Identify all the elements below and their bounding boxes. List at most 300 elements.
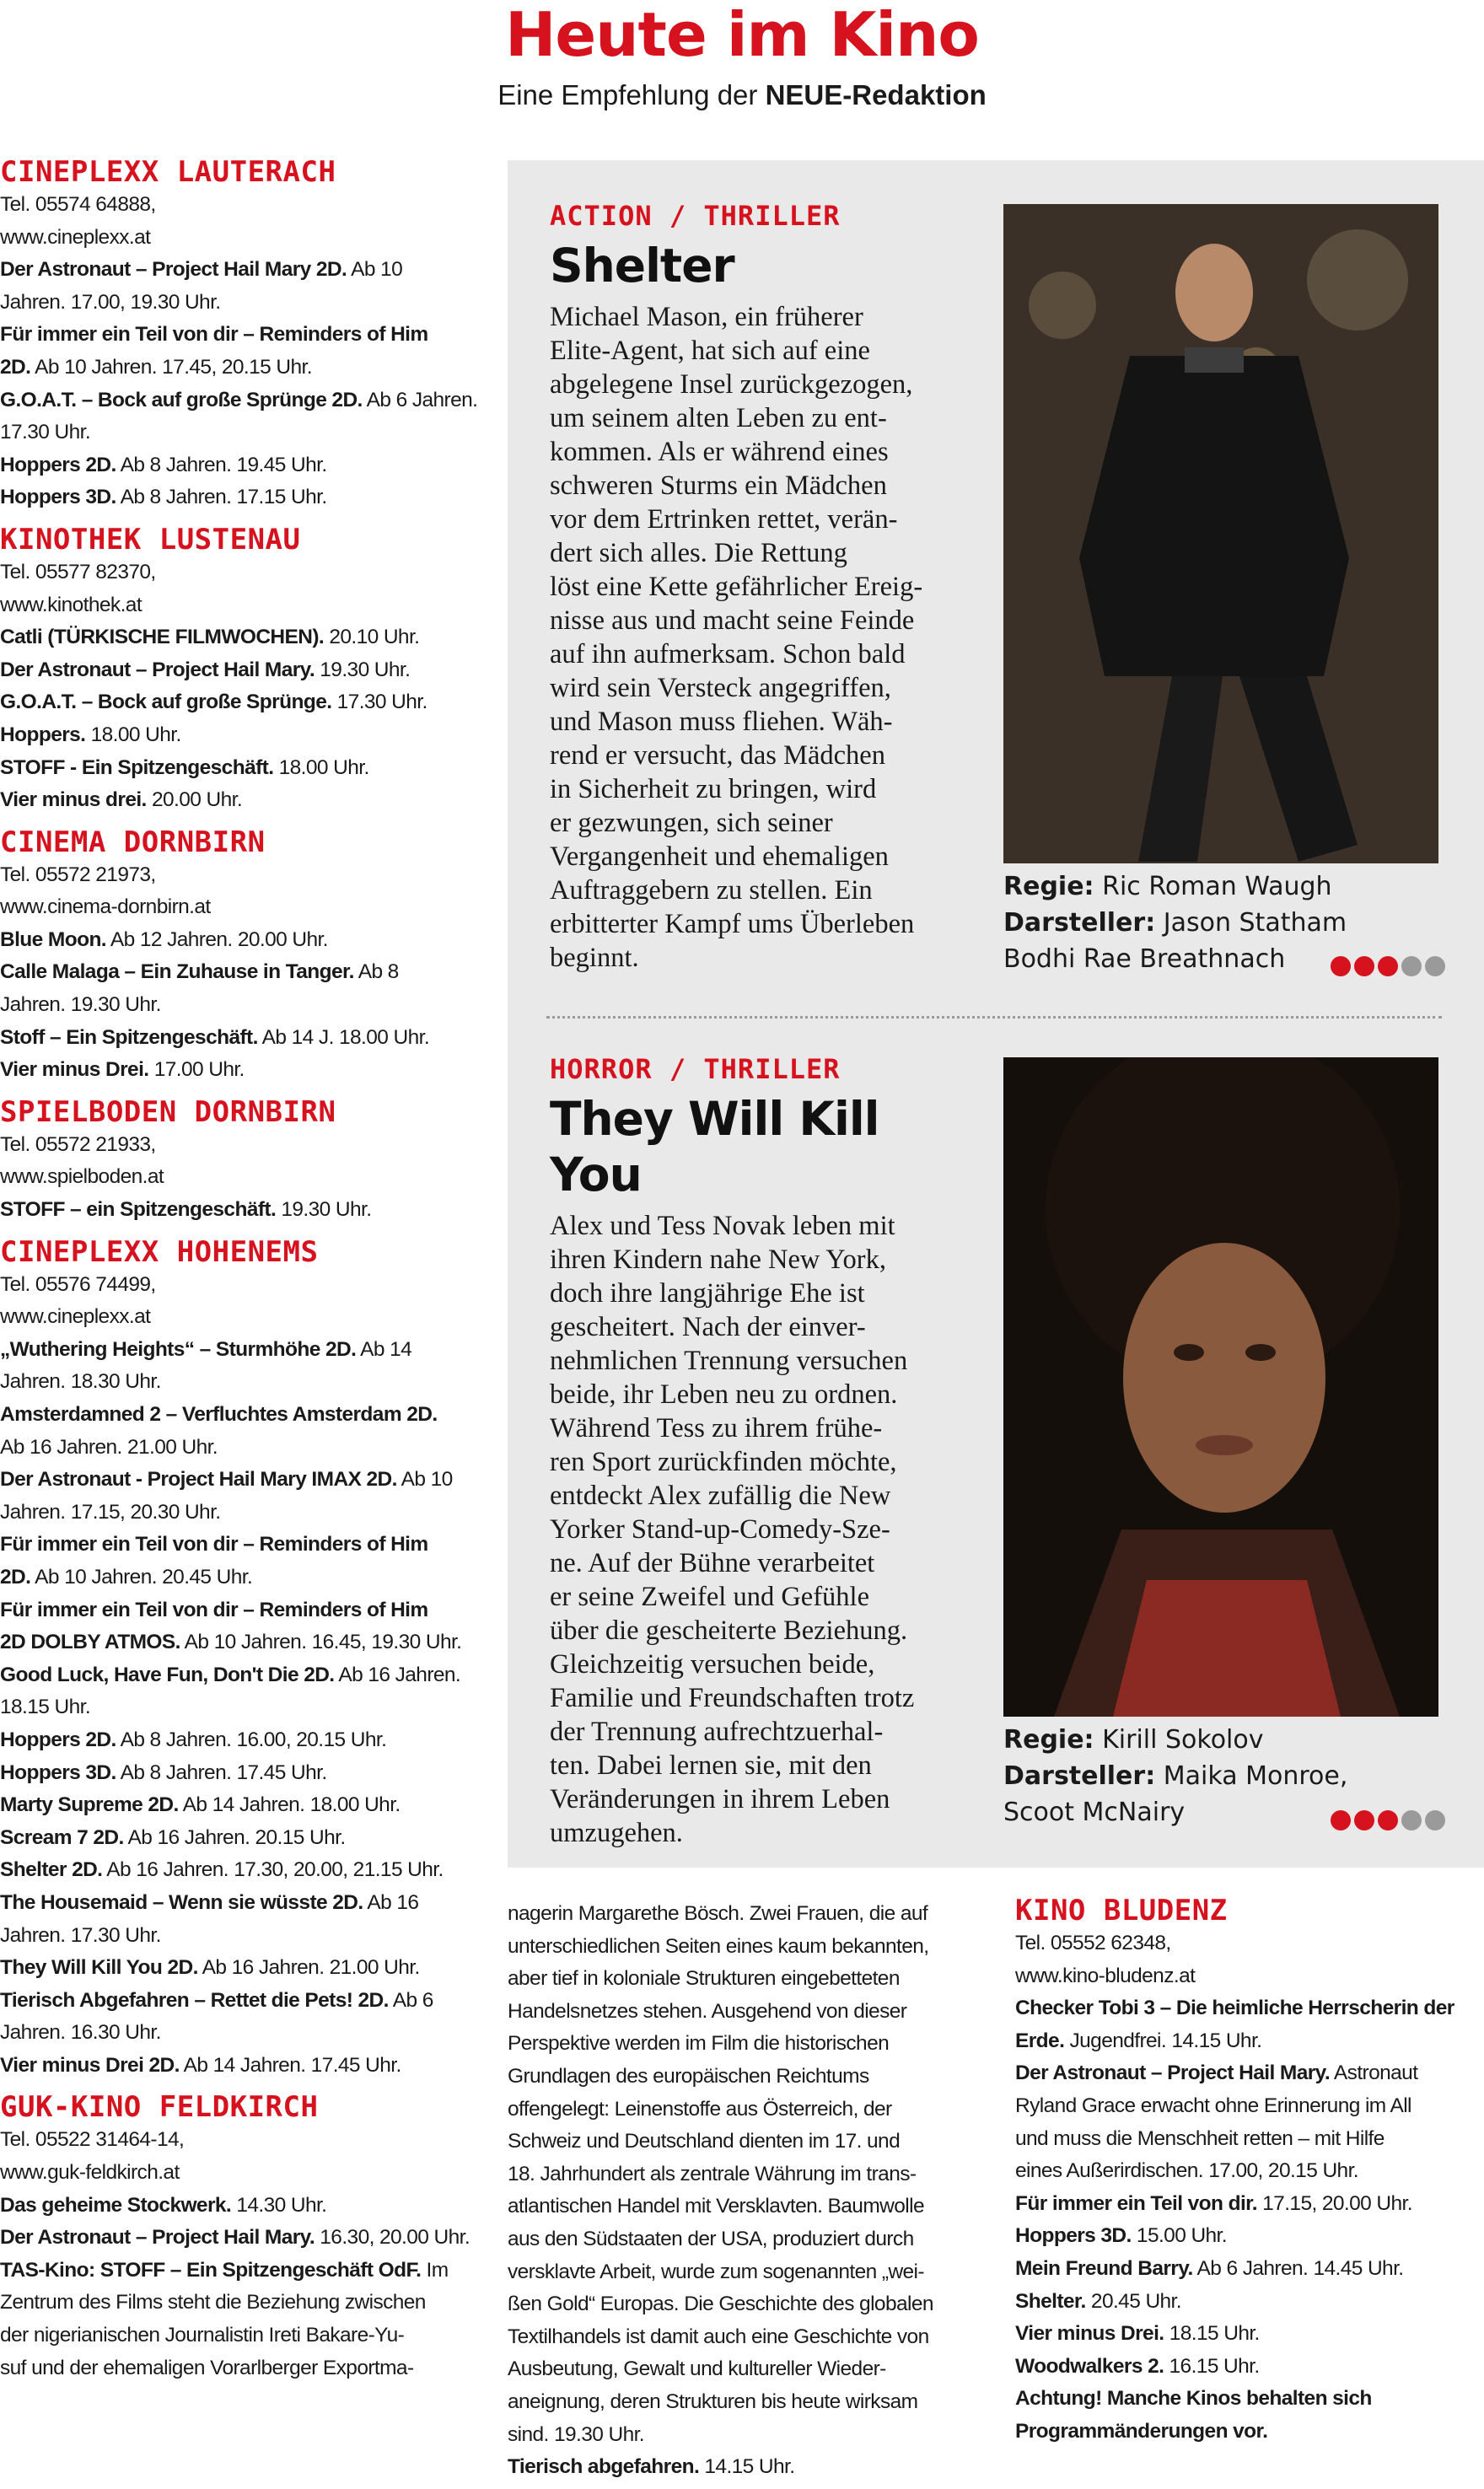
running-man-image [1003, 204, 1438, 863]
listing-text: www.cineplexx.at [0, 1305, 151, 1329]
film-name: STOFF - Ein Spitzengeschäft. [0, 755, 274, 779]
cinema-block [0, 2090, 497, 2384]
description-line: kommen. Als er während eines [550, 437, 889, 467]
listing-line [1015, 2286, 1484, 2319]
listing-line [0, 891, 497, 924]
description-line: nisse aus und macht seine Feinde [550, 605, 915, 636]
listing-line [0, 1269, 497, 1302]
listing-line [508, 2094, 980, 2126]
listing-line [0, 1626, 497, 1659]
listing-line [0, 1659, 497, 1692]
film-name: G.O.A.T. – Bock auf große Sprünge. [0, 691, 332, 714]
listing-line [0, 956, 497, 989]
listing-text: der nigerianischen Journalistin Ireti Bakare-Yu- [0, 2324, 405, 2347]
description-line: ren Sport zurückfinden möchte, [550, 1447, 897, 1477]
listing-line [508, 2158, 980, 2191]
listing-line [0, 1529, 497, 1562]
listing-text: 20.00 Uhr. [146, 788, 243, 812]
listing-text: aus den Südstaaten der USA, produziert durch [508, 2227, 914, 2250]
film-shelter [550, 199, 980, 975]
listing-text: eines Außerirdischen. 17.00, 20.15 Uhr. [1015, 2159, 1358, 2183]
listing-line [508, 1898, 980, 1931]
description-line: ten. Dabei lernen sie, mit den [550, 1750, 872, 1781]
listing-text: Ab 14 [356, 1337, 412, 1361]
description-line: er gezwungen, sich seiner [550, 808, 833, 838]
listing-line [0, 1822, 497, 1855]
listing-text: 20.10 Uhr. [324, 626, 420, 649]
listing-line [1015, 2090, 1484, 2123]
rating-dot-filled [1331, 956, 1351, 976]
listing-line [508, 1963, 980, 1996]
listing-line [0, 2320, 497, 2352]
listing-text: und muss die Menschheit retten – mit Hilfe [1015, 2126, 1385, 2150]
description-line: Yorker Stand-up-Comedy-Sze- [550, 1514, 890, 1545]
listing-line [0, 1724, 497, 1757]
listing-line [1015, 2383, 1484, 2416]
listing-line [508, 2386, 980, 2419]
listing-text: aneignung, deren Strukturen bis heute wirksam [508, 2390, 918, 2413]
rating-dot-filled [1378, 956, 1398, 976]
film-name: Mein Freund Barry. [1015, 2256, 1193, 2280]
listing-text: Ab 10 [396, 1468, 453, 1492]
woman-portrait-image [1003, 1057, 1438, 1717]
description-line: löst eine Kette gefährlicher Ereig- [550, 572, 923, 602]
listing-text: Im [421, 2258, 449, 2282]
listing-text: www.cinema-dornbirn.at [0, 895, 211, 919]
listing-line [0, 1887, 497, 1920]
listing-line [0, 189, 497, 222]
listing-line [1015, 2025, 1484, 2058]
listing-text: atlantischen Handel mit Versklavten. Baumwolle [508, 2195, 924, 2218]
film-name: Checker Tobi 3 – Die heimliche Herrscherin der [1015, 1997, 1454, 2020]
listing-text: ßen Gold“ Europas. Die Geschichte des globalen [508, 2293, 933, 2316]
listing-line [508, 2223, 980, 2256]
listing-text: Ab 16 Jahren. 21.00 Uhr. [0, 1435, 218, 1459]
listing-line [0, 784, 497, 817]
listing-line [0, 287, 497, 320]
listing-line [0, 2190, 497, 2223]
film-name: G.O.A.T. – Bock auf große Sprünge 2D. [0, 388, 363, 411]
listing-text: Schweiz und Deutschland dienten im 17. und [508, 2130, 901, 2153]
cinema-name: KINO BLUDENZ [1015, 1894, 1228, 1927]
listing-line [0, 352, 497, 384]
listing-text: www.kino-bludenz.at [1015, 1964, 1196, 1987]
rating-dots-shelter [1331, 956, 1445, 976]
film-name: Der Astronaut – Project Hail Mary 2D. [0, 258, 347, 282]
listing-line [508, 2288, 980, 2321]
listing-text: Grundlagen des europäischen Reichtums [508, 2064, 869, 2088]
description-line: Gleichzeitig versuchen beide, [550, 1649, 875, 1680]
listing-line [0, 1399, 497, 1432]
listing-line [0, 222, 497, 255]
description-line: nehmlichen Trennung versuchen [550, 1346, 908, 1376]
listing-line [0, 1691, 497, 1724]
listing-line [0, 719, 497, 752]
cinema-listings-left [0, 155, 497, 2384]
film-name: Für immer ein Teil von dir – Reminders of Him [0, 1533, 428, 1556]
listing-line [0, 1464, 497, 1497]
listing-line [1015, 1992, 1484, 2025]
rating-dots-they-will-kill-you [1331, 1810, 1445, 1830]
listing-text: Jahren. 17.15, 20.30 Uhr. [0, 1500, 221, 1524]
listing-text: Jahren. 16.30 Uhr. [0, 2021, 161, 2045]
description-line: Michael Mason, ein früherer [550, 302, 863, 332]
listing-line [0, 2124, 497, 2157]
cinema-block [0, 523, 497, 817]
listing-text: Textilhandels ist damit auch eine Geschichte von [508, 2325, 929, 2348]
listing-line [0, 1194, 497, 1227]
listing-text: Tel. 05574 64888, [0, 193, 156, 216]
listing-text: 20.45 Uhr. [1085, 2289, 1181, 2313]
listing-line [0, 1054, 497, 1087]
description-line: gescheitert. Nach der einver- [550, 1312, 866, 1342]
description-line: Familie und Freundschaften trotz [550, 1683, 915, 1713]
page-subtitle: Eine Empfehlung der NEUE-Redaktion [497, 79, 987, 110]
description-line: über die gescheiterte Beziehung. [550, 1615, 908, 1646]
cinema-block [0, 1095, 497, 1227]
listing-text: Ab 16 Jahren. 20.15 Uhr. [123, 1825, 346, 1849]
listing-line [0, 1952, 497, 1985]
listing-text: www.guk-feldkirch.at [0, 2161, 180, 2185]
listing-text: Ab 16 Jahren. 17.30, 20.00, 21.15 Uhr. [102, 1858, 444, 1882]
listing-line [508, 2126, 980, 2158]
listing-line [0, 1562, 497, 1594]
film-genre: ACTION / THRILLER [550, 200, 841, 232]
listing-text: Ab 14 Jahren. 17.45 Uhr. [179, 2053, 401, 2077]
film-still-shelter [1003, 204, 1438, 863]
listing-text: 17.00 Uhr. [148, 1058, 245, 1082]
film-name: Vier minus Drei 2D. [0, 2053, 180, 2077]
film-name: Marty Supreme 2D. [0, 1793, 179, 1817]
listing-text: Tel. 05576 74499, [0, 1272, 156, 1296]
description-line: in Sicherheit zu bringen, wird [550, 774, 877, 804]
listing-text: Tel. 05572 21973, [0, 863, 156, 886]
description-line: der Trennung aufrechtzuerhal- [550, 1717, 884, 1747]
listing-text: Handelsnetzes stehen. Ausgehend von dieser [508, 1999, 907, 2023]
listing-text: sind. 19.30 Uhr. [508, 2422, 645, 2446]
listing-line [508, 2419, 980, 2452]
listing-line [1015, 2123, 1484, 2156]
rating-dot-empty [1425, 1810, 1445, 1830]
listing-line [1015, 1927, 1484, 1960]
description-line: entdeckt Alex zufällig die New [550, 1481, 891, 1511]
cinema-block [0, 155, 497, 514]
film-name: Vier minus Drei. [0, 1058, 149, 1082]
film-name: 2D. [0, 1565, 31, 1589]
listing-line [1015, 1960, 1484, 1993]
description-line: abgelegene Insel zurückgezogen, [550, 369, 913, 400]
cinema-listings-middle [508, 1898, 980, 2484]
listing-line [0, 2222, 497, 2255]
listing-line [0, 481, 497, 514]
cinema-block [0, 1235, 497, 2083]
listing-line [0, 2352, 497, 2385]
listing-line [1015, 2351, 1484, 2384]
listing-line [0, 2157, 497, 2190]
listing-line [0, 859, 497, 892]
film-name: Scream 7 2D. [0, 1825, 124, 1849]
listing-text: 17.30 Uhr. [331, 691, 427, 714]
listing-line [508, 2028, 980, 2061]
listing-line [0, 989, 497, 1022]
cinema-name: CINEPLEXX LAUTERACH [0, 155, 336, 189]
listing-line [0, 1161, 497, 1194]
listing-text: Jahren. 19.30 Uhr. [0, 993, 161, 1017]
listing-line [0, 2017, 497, 2050]
film-name: The Housemaid – Wenn sie wüsste 2D. [0, 1890, 363, 1914]
rating-dot-filled [1354, 1810, 1374, 1830]
listing-line [0, 1985, 497, 2018]
listing-text: Zentrum des Films steht die Beziehung zwischen [0, 2291, 426, 2314]
film-they-will-kill-you [550, 1052, 980, 1850]
listing-text: Ab 16 Jahren. [334, 1663, 461, 1686]
film-name: 2D DOLBY ATMOS. [0, 1631, 180, 1654]
listing-line [1015, 2057, 1484, 2090]
film-name: Hoppers 2D. [0, 1728, 116, 1751]
film-name: Hoppers 3D. [0, 486, 116, 509]
listing-text: 18.00 Uhr. [273, 755, 369, 779]
listing-text: Ab 8 [353, 960, 399, 984]
film-name: Hoppers 3D. [0, 1761, 116, 1784]
film-name: Hoppers 2D. [0, 453, 116, 476]
listing-line [0, 1432, 497, 1465]
listing-text: 16.30, 20.00 Uhr. [315, 2226, 470, 2250]
listing-text: Ab 10 Jahren. 16.45, 19.30 Uhr. [180, 1631, 462, 1654]
listing-text: Tel. 05552 62348, [1015, 1932, 1171, 1954]
listing-line [1015, 2155, 1484, 2188]
listing-line [1015, 2253, 1484, 2286]
description-line: schweren Sturms ein Mädchen [550, 470, 887, 501]
listing-line [0, 2287, 497, 2320]
description-line: beide, ihr Leben neu zu ordnen. [550, 1379, 898, 1410]
description-line: um seinem alten Leben zu ent- [550, 403, 887, 433]
listing-text: Ryland Grace erwacht ohne Erinnerung im All [1015, 2094, 1411, 2117]
listing-line [0, 1497, 497, 1529]
listing-line [0, 254, 497, 287]
listing-text: Ab 10 Jahren. 20.45 Uhr. [30, 1565, 253, 1589]
listing-text: 18.15 Uhr. [1164, 2322, 1260, 2346]
film-name: Shelter. [1015, 2289, 1086, 2313]
film-name: Amsterdamned 2 – Verfluchtes Amsterdam 2D. [0, 1403, 438, 1426]
listing-line [508, 2256, 980, 2289]
description-line: dert sich alles. Die Rettung [550, 538, 847, 568]
listing-text: Ab 16 [363, 1890, 419, 1914]
listing-line [0, 589, 497, 622]
description-line: beginnt. [550, 943, 639, 973]
film-name: STOFF – ein Spitzengeschäft. [0, 1198, 277, 1222]
film-name: Der Astronaut – Project Hail Mary. [0, 658, 315, 681]
listing-text: www.cineplexx.at [0, 225, 151, 249]
film-genre: HORROR / THRILLER [550, 1053, 841, 1085]
film-name: Blue Moon. [0, 927, 107, 951]
cinema-listings-right [1015, 1894, 1484, 2449]
listing-text: Jahren. 17.00, 19.30 Uhr. [0, 290, 221, 314]
cinema-block [0, 825, 497, 1087]
cinema-name: GUK-KINO FELDKIRCH [0, 2090, 319, 2125]
listing-text: Ab 10 Jahren. 17.45, 20.15 Uhr. [30, 355, 312, 379]
film-name: Der Astronaut – Project Hail Mary. [0, 2226, 315, 2250]
listing-text: 16.15 Uhr. [1164, 2354, 1260, 2378]
film-name: Für immer ein Teil von dir – Reminders of Him [0, 1598, 428, 1621]
film-name: Tierisch abgefahren. [508, 2455, 700, 2479]
listing-line [0, 319, 497, 352]
film-title: They Will Kill You [550, 1092, 879, 1201]
film-credits-shelter: Regie: Ric Roman Waugh Darsteller: Jason Statham Bodhi Rae Breathnach [1003, 872, 1347, 974]
listing-line [508, 2353, 980, 2386]
description-line: Vergangenheit und ehemaligen [550, 841, 889, 872]
listing-text: 14.30 Uhr. [231, 2193, 327, 2217]
film-name: They Will Kill You 2D. [0, 1956, 198, 1980]
listing-text: Ab 6 Jahren. [362, 388, 478, 411]
film-description [550, 1209, 980, 1850]
description-line: auf ihn aufmerksam. Schon bald [550, 639, 906, 669]
listing-text: Ab 6 Jahren. 14.45 Uhr. [1192, 2256, 1404, 2280]
listing-text: Ab 8 Jahren. 19.45 Uhr. [116, 453, 327, 476]
listing-text: Ab 14 J. 18.00 Uhr. [257, 1025, 430, 1049]
listing-text: Ab 8 Jahren. 17.15 Uhr. [116, 486, 327, 509]
divider [546, 1016, 1442, 1019]
listing-text: offengelegt: Leinenstoffe aus Österreich, der [508, 2097, 892, 2121]
description-line: ne. Auf der Bühne verarbeitet [550, 1548, 875, 1578]
listing-line [508, 2451, 980, 2484]
listing-line [0, 686, 497, 719]
listing-text: Ab 16 Jahren. 21.00 Uhr. [197, 1956, 420, 1980]
listing-line [1015, 2318, 1484, 2351]
film-name: Für immer ein Teil von dir. [1015, 2191, 1257, 2215]
description-line: Veränderungen in ihrem Leben [550, 1784, 890, 1814]
listing-text: Ab 12 Jahren. 20.00 Uhr. [106, 927, 328, 951]
listing-text: 18. Jahrhundert als zentrale Währung im trans- [508, 2162, 917, 2185]
film-name: Achtung! Manche Kinos behalten sich [1015, 2387, 1372, 2411]
listing-line [1015, 2188, 1484, 2221]
listing-line [0, 1757, 497, 1790]
rating-dot-filled [1378, 1810, 1398, 1830]
listing-text: Perspektive werden im Film die historischen [508, 2032, 890, 2056]
listing-text: unterschiedlichen Seiten eines kaum bekannten, [508, 1934, 929, 1958]
listing-text: aber tief in koloniale Strukturen eingebetteten [508, 1967, 900, 1991]
cinema-name: CINEPLEXX HOHENEMS [0, 1234, 319, 1269]
description-line: umzugehen. [550, 1818, 683, 1848]
film-name: Good Luck, Have Fun, Don't Die 2D. [0, 1663, 335, 1686]
film-name: Programmänderungen vor. [1015, 2419, 1268, 2443]
description-line: Während Tess zu ihrem frühe- [550, 1413, 883, 1443]
film-credits-they-will-kill-you: Regie: Kirill Sokolov Darsteller: Maika Monroe, Scoot McNairy [1003, 1725, 1348, 1827]
page-title: Heute im Kino [505, 0, 979, 70]
description-line: doch ihre langjährige Ehe ist [550, 1278, 865, 1309]
description-line: Auftraggebern zu stellen. Ein [550, 875, 873, 906]
film-name: TAS-Kino: STOFF – Ein Spitzengeschäft OdF. [0, 2258, 422, 2282]
rating-dot-filled [1331, 1810, 1351, 1830]
description-line: wird sein Versteck angegriffen, [550, 673, 891, 703]
listing-text: Ausbeutung, Gewalt und kultureller Wieder- [508, 2357, 886, 2381]
listing-line [508, 2191, 980, 2223]
listing-line [0, 449, 497, 482]
film-name: Tierisch Abgefahren – Rettet die Pets! 2D. [0, 1988, 389, 2012]
listing-line [0, 1022, 497, 1055]
listing-text: 18.00 Uhr. [85, 723, 181, 746]
listing-text: 17.15, 20.00 Uhr. [1256, 2191, 1412, 2215]
listing-text: 17.30 Uhr. [0, 421, 91, 444]
film-name: Der Astronaut – Project Hail Mary. [1015, 2062, 1331, 2085]
listing-text: Jahren. 17.30 Uhr. [0, 1923, 161, 1947]
film-name: Hoppers 3D. [1015, 2224, 1132, 2248]
listing-line [1015, 2220, 1484, 2253]
description-line: rend er versucht, das Mädchen [550, 740, 885, 771]
cinema-name: CINEMA DORNBIRN [0, 825, 266, 859]
description-line: er seine Zweifel und Gefühle [550, 1582, 870, 1612]
description-line: und Mason muss fliehen. Wäh- [550, 707, 893, 737]
listing-text: nagerin Margarethe Bösch. Zwei Frauen, die auf [508, 1902, 928, 1925]
description-line: Elite-Agent, hat sich auf eine [550, 336, 870, 366]
film-name: Shelter 2D. [0, 1858, 103, 1882]
listing-text: 19.30 Uhr. [276, 1198, 372, 1222]
listing-text: Ab 6 [388, 1988, 433, 2012]
film-name: Stoff – Ein Spitzengeschäft. [0, 1025, 258, 1049]
cinema-name: SPIELBODEN DORNBIRN [0, 1094, 336, 1129]
listing-line [1015, 2416, 1484, 2449]
film-name: Vier minus Drei. [1015, 2322, 1164, 2346]
rating-dot-empty [1401, 956, 1422, 976]
film-description [550, 300, 980, 975]
film-name: „Wuthering Heights“ – Sturmhöhe 2D. [0, 1337, 357, 1361]
listing-text: Jugendfrei. 14.15 Uhr. [1064, 2029, 1262, 2052]
description-line: vor dem Ertrinken rettet, verän- [550, 504, 898, 535]
film-name: Für immer ein Teil von dir – Reminders of Him [0, 323, 428, 347]
rating-dot-empty [1401, 1810, 1422, 1830]
listing-text: Ab 8 Jahren. 17.45 Uhr. [116, 1761, 327, 1784]
listing-text: www.kinothek.at [0, 593, 142, 616]
listing-text: www.spielboden.at [0, 1165, 164, 1189]
listing-line [0, 1920, 497, 1953]
rating-dot-empty [1425, 956, 1445, 976]
film-name: Erde. [1015, 2029, 1065, 2052]
listing-line [0, 654, 497, 687]
listing-text: suf und der ehemaligen Vorarlberger Exportma- [0, 2356, 414, 2379]
listing-line [0, 752, 497, 785]
listing-line [508, 1996, 980, 2029]
listing-text: Jahren. 18.30 Uhr. [0, 1370, 161, 1394]
listing-line [0, 621, 497, 654]
film-name: Hoppers. [0, 723, 86, 746]
listing-text: 15.00 Uhr. [1131, 2224, 1227, 2248]
listing-line [0, 1594, 497, 1627]
listing-line [0, 1334, 497, 1367]
description-line: Alex und Tess Novak leben mit [550, 1211, 895, 1241]
film-name: Woodwalkers 2. [1015, 2354, 1164, 2378]
listing-line [0, 1301, 497, 1334]
listing-text: Tel. 05577 82370, [0, 560, 156, 583]
listing-text: Tel. 05572 21933, [0, 1132, 156, 1156]
listing-line [0, 384, 497, 417]
listing-line [0, 556, 497, 589]
description-line: erbitterter Kampf ums Überleben [550, 909, 915, 939]
listing-line [0, 924, 497, 957]
listing-text: Ab 14 Jahren. 18.00 Uhr. [178, 1793, 401, 1817]
listing-line [0, 417, 497, 449]
film-name: Der Astronaut - Project Hail Mary IMAX 2D. [0, 1468, 397, 1492]
film-name: Das geheime Stockwerk. [0, 2193, 232, 2217]
film-name: Calle Malaga – Ein Zuhause in Tanger. [0, 960, 354, 984]
film-still-they-will-kill-you [1003, 1057, 1438, 1717]
listing-line [0, 1789, 497, 1822]
rating-dot-filled [1354, 956, 1374, 976]
film-title: Shelter [550, 239, 734, 293]
film-name: Vier minus drei. [0, 788, 147, 812]
listing-text: Tel. 05522 31464-14, [0, 2128, 185, 2152]
listing-text: Astronaut [1330, 2062, 1418, 2085]
listing-text: 19.30 Uhr. [315, 658, 411, 681]
listing-text: 14.15 Uhr. [699, 2455, 795, 2479]
